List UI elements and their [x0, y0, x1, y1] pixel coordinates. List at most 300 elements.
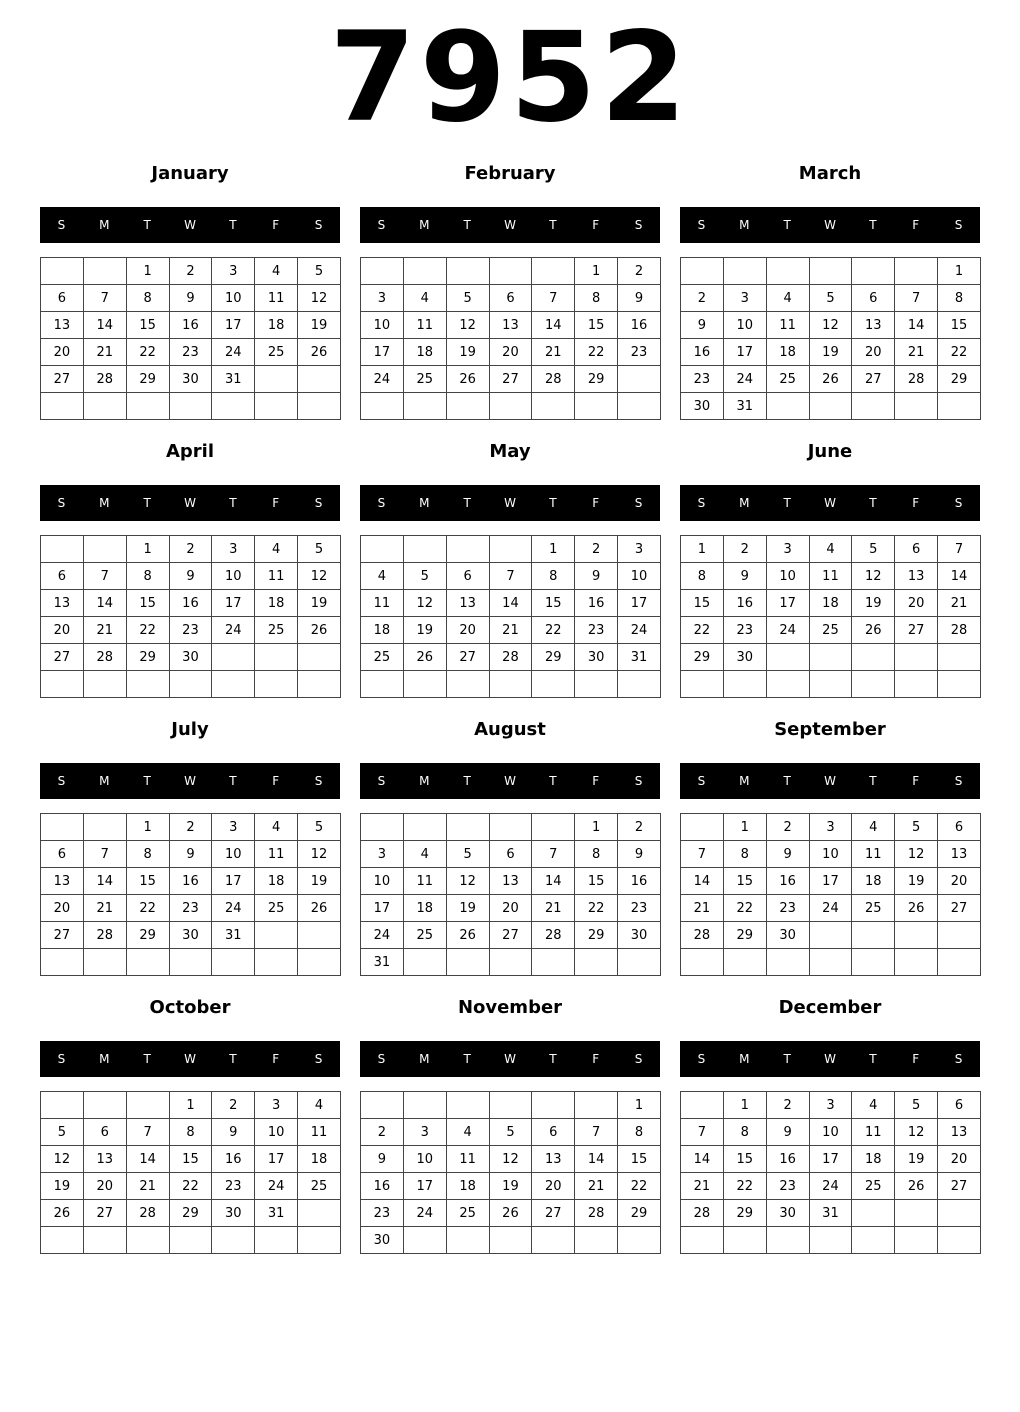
week-row — [41, 312, 341, 339]
day-cell: 8 — [723, 841, 766, 868]
day-cell: 4 — [809, 536, 852, 563]
week-row — [361, 895, 661, 922]
day-cell: 23 — [169, 895, 212, 922]
day-cell: 12 — [403, 590, 446, 617]
day-cell: 24 — [723, 366, 766, 393]
day-cell: 7 — [681, 841, 724, 868]
empty-cell — [618, 949, 661, 976]
empty-cell — [938, 949, 981, 976]
day-cell: 18 — [403, 339, 446, 366]
week-row — [361, 841, 661, 868]
weekday-header — [360, 207, 660, 243]
day-grid — [360, 813, 661, 976]
day-cell: 18 — [361, 617, 404, 644]
empty-cell — [766, 258, 809, 285]
day-cell: 23 — [169, 339, 212, 366]
empty-cell — [895, 644, 938, 671]
day-cell: 19 — [446, 895, 489, 922]
day-cell: 3 — [809, 1092, 852, 1119]
day-cell: 25 — [766, 366, 809, 393]
day-cell: 14 — [532, 868, 575, 895]
day-cell: 20 — [489, 895, 532, 922]
empty-cell — [809, 922, 852, 949]
empty-cell — [532, 814, 575, 841]
weekday-label: M — [99, 1052, 110, 1066]
day-cell: 8 — [575, 285, 618, 312]
weekday-label: S — [377, 218, 386, 232]
weekday-label: W — [184, 218, 196, 232]
week-row — [361, 1227, 661, 1254]
day-cell: 15 — [126, 590, 169, 617]
day-cell: 17 — [212, 312, 255, 339]
day-cell: 28 — [532, 922, 575, 949]
day-grid — [680, 813, 981, 976]
day-cell: 22 — [169, 1173, 212, 1200]
day-cell: 9 — [169, 563, 212, 590]
day-cell: 27 — [41, 644, 84, 671]
day-cell: 22 — [126, 617, 169, 644]
day-cell: 3 — [766, 536, 809, 563]
day-cell: 1 — [126, 536, 169, 563]
day-cell: 25 — [403, 922, 446, 949]
month-title: June — [807, 441, 853, 462]
empty-cell — [681, 814, 724, 841]
day-cell: 5 — [298, 258, 341, 285]
empty-cell — [298, 393, 341, 420]
weekday-label: F — [912, 218, 920, 232]
empty-cell — [532, 671, 575, 698]
day-cell: 16 — [618, 312, 661, 339]
empty-cell — [403, 1227, 446, 1254]
day-cell: 9 — [212, 1119, 255, 1146]
weekday-label: W — [504, 496, 516, 510]
empty-cell — [766, 644, 809, 671]
empty-cell — [255, 1227, 298, 1254]
empty-cell — [723, 949, 766, 976]
empty-cell — [618, 671, 661, 698]
day-cell: 10 — [361, 868, 404, 895]
weekday-label: T — [549, 1052, 557, 1066]
week-row — [361, 590, 661, 617]
day-cell: 25 — [298, 1173, 341, 1200]
empty-cell — [895, 1200, 938, 1227]
empty-cell — [41, 393, 84, 420]
empty-cell — [83, 671, 126, 698]
day-cell: 3 — [618, 536, 661, 563]
day-cell: 3 — [403, 1119, 446, 1146]
day-cell: 21 — [938, 590, 981, 617]
day-cell: 19 — [41, 1173, 84, 1200]
day-cell: 30 — [169, 366, 212, 393]
weekday-label: F — [592, 496, 600, 510]
day-cell: 17 — [723, 339, 766, 366]
day-cell: 15 — [618, 1146, 661, 1173]
day-cell: 19 — [895, 868, 938, 895]
day-cell: 11 — [446, 1146, 489, 1173]
day-cell: 4 — [255, 814, 298, 841]
empty-cell — [766, 949, 809, 976]
empty-cell — [852, 1200, 895, 1227]
day-cell: 28 — [681, 922, 724, 949]
day-cell: 6 — [41, 285, 84, 312]
week-row — [361, 536, 661, 563]
day-cell: 6 — [41, 563, 84, 590]
week-row — [681, 617, 981, 644]
day-cell: 29 — [126, 922, 169, 949]
day-cell: 29 — [681, 644, 724, 671]
day-cell: 31 — [618, 644, 661, 671]
day-cell: 29 — [938, 366, 981, 393]
day-cell: 5 — [298, 536, 341, 563]
day-cell: 12 — [446, 312, 489, 339]
empty-cell — [809, 258, 852, 285]
empty-cell — [446, 536, 489, 563]
empty-cell — [532, 1227, 575, 1254]
day-cell: 26 — [298, 895, 341, 922]
day-cell: 27 — [895, 617, 938, 644]
day-cell: 3 — [361, 285, 404, 312]
day-cell: 6 — [489, 841, 532, 868]
empty-cell — [532, 393, 575, 420]
day-cell: 20 — [489, 339, 532, 366]
week-row — [41, 590, 341, 617]
day-cell: 12 — [298, 841, 341, 868]
day-cell: 8 — [681, 563, 724, 590]
day-cell: 22 — [618, 1173, 661, 1200]
empty-cell — [83, 1092, 126, 1119]
day-cell: 11 — [298, 1119, 341, 1146]
day-cell: 29 — [618, 1200, 661, 1227]
month-title: February — [464, 163, 556, 184]
day-cell: 24 — [361, 922, 404, 949]
weekday-label: S — [954, 774, 963, 788]
day-cell: 2 — [766, 814, 809, 841]
day-cell: 22 — [575, 895, 618, 922]
day-cell: 12 — [41, 1146, 84, 1173]
weekday-label: T — [783, 218, 791, 232]
day-cell: 6 — [938, 1092, 981, 1119]
day-cell: 5 — [298, 814, 341, 841]
day-cell: 26 — [895, 895, 938, 922]
empty-cell — [938, 671, 981, 698]
day-cell: 12 — [809, 312, 852, 339]
day-cell: 7 — [532, 841, 575, 868]
day-cell: 9 — [361, 1146, 404, 1173]
day-cell: 31 — [361, 949, 404, 976]
day-cell: 1 — [938, 258, 981, 285]
day-cell: 24 — [809, 895, 852, 922]
day-cell: 2 — [212, 1092, 255, 1119]
empty-cell — [298, 949, 341, 976]
day-cell: 31 — [212, 366, 255, 393]
day-cell: 10 — [809, 1119, 852, 1146]
day-cell: 10 — [255, 1119, 298, 1146]
empty-cell — [681, 671, 724, 698]
week-row — [361, 1173, 661, 1200]
day-cell: 31 — [255, 1200, 298, 1227]
week-row — [361, 1200, 661, 1227]
day-cell: 18 — [852, 868, 895, 895]
week-row — [361, 285, 661, 312]
day-cell: 2 — [169, 536, 212, 563]
week-row — [681, 671, 981, 698]
day-cell: 19 — [298, 312, 341, 339]
day-cell: 15 — [532, 590, 575, 617]
empty-cell — [575, 949, 618, 976]
day-cell: 21 — [489, 617, 532, 644]
day-cell: 17 — [809, 1146, 852, 1173]
day-cell: 2 — [618, 258, 661, 285]
weekday-label: F — [272, 774, 280, 788]
day-cell: 30 — [766, 1200, 809, 1227]
empty-cell — [723, 1227, 766, 1254]
weekday-label: T — [229, 774, 237, 788]
week-row — [681, 536, 981, 563]
day-cell: 16 — [681, 339, 724, 366]
week-row — [41, 393, 341, 420]
weekday-label: W — [824, 496, 836, 510]
week-row — [361, 1119, 661, 1146]
day-cell: 10 — [212, 841, 255, 868]
day-cell: 20 — [446, 617, 489, 644]
weekday-label: M — [99, 496, 110, 510]
empty-cell — [446, 1227, 489, 1254]
day-cell: 25 — [255, 339, 298, 366]
day-cell: 24 — [212, 617, 255, 644]
empty-cell — [766, 393, 809, 420]
day-cell: 20 — [532, 1173, 575, 1200]
empty-cell — [41, 949, 84, 976]
day-cell: 18 — [446, 1173, 489, 1200]
weekday-label: S — [954, 496, 963, 510]
empty-cell — [852, 922, 895, 949]
day-cell: 28 — [126, 1200, 169, 1227]
weekday-label: S — [314, 218, 323, 232]
empty-cell — [212, 671, 255, 698]
day-cell: 28 — [575, 1200, 618, 1227]
day-grid — [360, 1091, 661, 1254]
empty-cell — [255, 949, 298, 976]
day-cell: 12 — [298, 285, 341, 312]
weekday-label: T — [869, 1052, 877, 1066]
weekday-label: S — [57, 218, 66, 232]
day-cell: 29 — [532, 644, 575, 671]
day-cell: 18 — [809, 590, 852, 617]
empty-cell — [403, 536, 446, 563]
weekday-label: M — [419, 218, 430, 232]
day-cell: 4 — [852, 814, 895, 841]
day-cell: 30 — [169, 922, 212, 949]
day-cell: 31 — [212, 922, 255, 949]
day-cell: 15 — [723, 1146, 766, 1173]
day-cell: 2 — [681, 285, 724, 312]
empty-cell — [852, 671, 895, 698]
empty-cell — [361, 671, 404, 698]
week-row — [41, 285, 341, 312]
empty-cell — [41, 814, 84, 841]
day-cell: 29 — [575, 922, 618, 949]
empty-cell — [723, 258, 766, 285]
day-cell: 2 — [169, 258, 212, 285]
weekday-label: T — [143, 1052, 151, 1066]
week-row — [681, 922, 981, 949]
day-cell: 23 — [169, 617, 212, 644]
empty-cell — [489, 814, 532, 841]
day-cell: 17 — [809, 868, 852, 895]
day-cell: 3 — [212, 536, 255, 563]
empty-cell — [723, 671, 766, 698]
day-cell: 7 — [575, 1119, 618, 1146]
day-cell: 28 — [83, 922, 126, 949]
day-cell: 23 — [618, 895, 661, 922]
empty-cell — [532, 258, 575, 285]
weekday-label: S — [634, 496, 643, 510]
day-cell: 6 — [83, 1119, 126, 1146]
empty-cell — [403, 393, 446, 420]
empty-cell — [212, 949, 255, 976]
day-cell: 29 — [723, 922, 766, 949]
weekday-label: F — [592, 1052, 600, 1066]
weekday-label: S — [634, 774, 643, 788]
week-row — [41, 1146, 341, 1173]
day-cell: 14 — [83, 590, 126, 617]
day-cell: 28 — [83, 366, 126, 393]
day-cell: 19 — [895, 1146, 938, 1173]
day-grid — [360, 535, 661, 698]
weekday-label: S — [634, 1052, 643, 1066]
day-cell: 20 — [83, 1173, 126, 1200]
day-cell: 6 — [852, 285, 895, 312]
day-cell: 5 — [41, 1119, 84, 1146]
day-cell: 30 — [766, 922, 809, 949]
week-row — [681, 814, 981, 841]
weekday-label: M — [99, 218, 110, 232]
empty-cell — [681, 258, 724, 285]
day-cell: 26 — [41, 1200, 84, 1227]
week-row — [41, 1200, 341, 1227]
day-cell: 21 — [575, 1173, 618, 1200]
empty-cell — [169, 949, 212, 976]
day-cell: 24 — [766, 617, 809, 644]
empty-cell — [83, 949, 126, 976]
empty-cell — [255, 922, 298, 949]
empty-cell — [938, 922, 981, 949]
weekday-label: S — [954, 218, 963, 232]
day-cell: 11 — [766, 312, 809, 339]
day-cell: 18 — [255, 868, 298, 895]
day-cell: 13 — [938, 1119, 981, 1146]
weekday-label: F — [912, 774, 920, 788]
day-cell: 4 — [403, 285, 446, 312]
day-cell: 23 — [766, 1173, 809, 1200]
empty-cell — [895, 393, 938, 420]
day-cell: 4 — [446, 1119, 489, 1146]
day-cell: 29 — [126, 644, 169, 671]
day-cell: 18 — [766, 339, 809, 366]
day-cell: 10 — [361, 312, 404, 339]
day-cell: 3 — [809, 814, 852, 841]
day-grid — [680, 535, 981, 698]
week-row — [41, 563, 341, 590]
weekday-label: T — [229, 218, 237, 232]
month-title: March — [798, 163, 862, 184]
day-cell: 26 — [895, 1173, 938, 1200]
day-cell: 24 — [255, 1173, 298, 1200]
empty-cell — [446, 671, 489, 698]
day-cell: 19 — [298, 590, 341, 617]
day-cell: 17 — [766, 590, 809, 617]
day-cell: 21 — [83, 339, 126, 366]
day-cell: 20 — [852, 339, 895, 366]
weekday-label: M — [419, 1052, 430, 1066]
empty-cell — [895, 1227, 938, 1254]
empty-cell — [446, 393, 489, 420]
weekday-label: T — [143, 496, 151, 510]
day-cell: 2 — [361, 1119, 404, 1146]
empty-cell — [83, 814, 126, 841]
day-cell: 4 — [255, 258, 298, 285]
day-cell: 31 — [809, 1200, 852, 1227]
empty-cell — [809, 393, 852, 420]
day-cell: 2 — [575, 536, 618, 563]
day-cell: 13 — [83, 1146, 126, 1173]
weekday-header — [40, 485, 340, 521]
day-cell: 23 — [618, 339, 661, 366]
day-cell: 3 — [361, 841, 404, 868]
weekday-label: S — [314, 774, 323, 788]
weekday-label: S — [634, 218, 643, 232]
weekday-label: T — [549, 496, 557, 510]
week-row — [41, 258, 341, 285]
weekday-label: W — [504, 774, 516, 788]
weekday-label: W — [504, 218, 516, 232]
day-cell: 24 — [809, 1173, 852, 1200]
day-cell: 5 — [446, 285, 489, 312]
empty-cell — [766, 671, 809, 698]
day-cell: 27 — [938, 1173, 981, 1200]
empty-cell — [361, 258, 404, 285]
day-cell: 8 — [618, 1119, 661, 1146]
day-cell: 9 — [575, 563, 618, 590]
day-cell: 28 — [532, 366, 575, 393]
day-cell: 21 — [681, 1173, 724, 1200]
day-cell: 8 — [723, 1119, 766, 1146]
day-cell: 17 — [361, 895, 404, 922]
day-cell: 25 — [809, 617, 852, 644]
day-cell: 13 — [41, 312, 84, 339]
day-cell: 18 — [298, 1146, 341, 1173]
day-cell: 14 — [681, 1146, 724, 1173]
day-cell: 25 — [255, 895, 298, 922]
empty-cell — [41, 536, 84, 563]
empty-cell — [895, 258, 938, 285]
day-grid — [680, 1091, 981, 1254]
day-cell: 9 — [766, 841, 809, 868]
day-cell: 12 — [298, 563, 341, 590]
day-cell: 8 — [126, 841, 169, 868]
empty-cell — [403, 949, 446, 976]
day-cell: 30 — [681, 393, 724, 420]
day-cell: 22 — [126, 339, 169, 366]
empty-cell — [575, 671, 618, 698]
empty-cell — [852, 258, 895, 285]
empty-cell — [446, 949, 489, 976]
day-grid — [360, 257, 661, 420]
day-cell: 2 — [169, 814, 212, 841]
day-cell: 17 — [403, 1173, 446, 1200]
day-cell: 30 — [723, 644, 766, 671]
day-cell: 4 — [255, 536, 298, 563]
